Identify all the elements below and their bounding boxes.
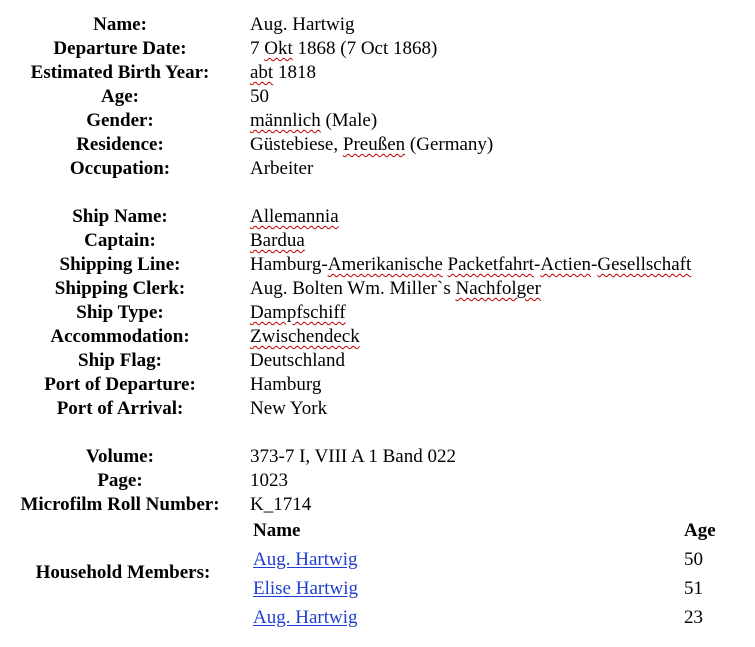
shipping-line-value-part: Actien — [540, 254, 592, 275]
port-departure-value-part: Hamburg — [250, 374, 322, 395]
household-member-row — [253, 574, 723, 603]
shipping-clerk-value-part: Nachfolger — [455, 278, 541, 299]
page-row — [0, 469, 755, 493]
residence-row — [0, 133, 755, 157]
record-fields — [0, 13, 755, 517]
residence-value-part: (Germany) — [405, 134, 494, 155]
ship-name-value-part: Allemannia — [250, 206, 339, 227]
occupation-value — [240, 157, 313, 181]
page-value — [240, 469, 288, 493]
shipping-line-value-part: - — [591, 254, 598, 275]
shipping-line-value-part: Packetfahrt — [447, 254, 535, 275]
accommodation-row — [0, 325, 755, 349]
port-departure-value — [240, 373, 321, 397]
ship-name-label: Ship Name: — [72, 206, 168, 227]
gender-row — [0, 109, 755, 133]
port-arrival-value — [240, 397, 327, 421]
shipping-line-value-part: Gesellschaft — [597, 254, 692, 275]
household-member-row — [253, 545, 723, 574]
shipping-line-value-part: - — [534, 254, 541, 275]
ship-flag-value — [240, 349, 345, 373]
microfilm-value — [240, 493, 311, 517]
gender-value-part: (Male) — [320, 110, 378, 131]
ship-flag-value-part: Deutschland — [250, 350, 345, 371]
shipping-clerk-value-part: Aug. Bolten Wm. Miller`s — [250, 278, 456, 299]
volume-value — [240, 445, 456, 469]
shipping-line-value-part: Hamburg- — [250, 254, 328, 275]
page-value-part: 1023 — [250, 470, 288, 491]
volume-label: Volume: — [86, 446, 154, 467]
microfilm-label: Microfilm Roll Number: — [20, 494, 220, 515]
birth-year-label: Estimated Birth Year: — [30, 62, 210, 83]
shipping-clerk-label: Shipping Clerk: — [54, 278, 186, 299]
shipping-clerk-row — [0, 277, 755, 301]
residence-value — [240, 133, 493, 157]
age-value — [240, 85, 269, 109]
port-arrival-value-part: New York — [250, 398, 328, 419]
household-age-header: Age — [684, 520, 716, 541]
section-gap — [0, 421, 755, 445]
accommodation-value-part: Zwischendeck — [250, 326, 360, 347]
household-member-age: 23 — [684, 607, 703, 628]
age-value-part: 50 — [250, 86, 269, 107]
gender-label: Gender: — [86, 110, 154, 131]
ship-type-value — [240, 301, 346, 325]
page-label: Page: — [97, 470, 143, 491]
age-label: Age: — [101, 86, 139, 107]
departure-date-value — [240, 37, 437, 61]
shipping-line-row — [0, 253, 755, 277]
departure-date-row — [0, 37, 755, 61]
port-departure-row — [0, 373, 755, 397]
gender-value-part: männlich — [250, 110, 321, 131]
port-arrival-label: Port of Arrival: — [56, 398, 184, 419]
ship-flag-row — [0, 349, 755, 373]
port-arrival-row — [0, 397, 755, 421]
shipping-clerk-value — [240, 277, 541, 301]
captain-row — [0, 229, 755, 253]
ship-flag-label: Ship Flag: — [78, 350, 162, 371]
household-member-age: 50 — [684, 549, 703, 570]
residence-value-part: Güstebiese, — [250, 134, 343, 155]
ship-type-label: Ship Type: — [76, 302, 164, 323]
household-member-link[interactable]: Aug. Hartwig — [253, 549, 358, 570]
birth-year-value — [240, 61, 316, 85]
port-departure-label: Port of Departure: — [44, 374, 196, 395]
microfilm-row — [0, 493, 755, 517]
residence-label: Residence: — [76, 134, 164, 155]
accommodation-label: Accommodation: — [50, 326, 190, 347]
captain-value-part: Bardua — [250, 230, 305, 251]
volume-row — [0, 445, 755, 469]
household-section — [0, 517, 755, 633]
name-value-part: Aug. Hartwig — [250, 14, 355, 35]
household-member-link[interactable]: Elise Hartwig — [253, 578, 359, 599]
household-members-label: Household Members: — [35, 562, 211, 583]
microfilm-value-part: K_1714 — [250, 494, 312, 515]
name-label: Name: — [93, 14, 147, 35]
captain-value — [240, 229, 305, 253]
departure-date-value-part: Okt — [264, 38, 293, 59]
household-members-table — [253, 517, 723, 632]
age-row — [0, 85, 755, 109]
birth-year-row — [0, 61, 755, 85]
section-gap — [0, 181, 755, 205]
departure-date-label: Departure Date: — [53, 38, 187, 59]
birth-year-value-part: abt — [250, 62, 274, 83]
volume-value-part: 373-7 I, VIII A 1 Band 022 — [250, 446, 456, 467]
shipping-line-label: Shipping Line: — [59, 254, 181, 275]
household-member-link[interactable]: Aug. Hartwig — [253, 607, 358, 628]
ship-type-row — [0, 301, 755, 325]
ship-name-value — [240, 205, 339, 229]
household-name-header: Name — [253, 520, 301, 541]
birth-year-value-part: 1818 — [273, 62, 316, 83]
shipping-line-value-part: Amerikanische — [327, 254, 443, 275]
name-row — [0, 13, 755, 37]
occupation-row — [0, 157, 755, 181]
household-header-row — [253, 517, 723, 545]
ship-type-value-part: Dampfschiff — [250, 302, 346, 323]
shipping-line-value — [240, 253, 691, 277]
accommodation-value — [240, 325, 360, 349]
household-member-row — [253, 603, 723, 632]
occupation-label: Occupation: — [69, 158, 171, 179]
household-member-age: 51 — [684, 578, 703, 599]
captain-label: Captain: — [84, 230, 156, 251]
departure-date-value-part: 1868 (7 Oct 1868) — [292, 38, 438, 59]
ship-name-row — [0, 205, 755, 229]
name-value — [240, 13, 354, 37]
residence-value-part: Preußen — [342, 134, 406, 155]
occupation-value-part: Arbeiter — [250, 158, 314, 179]
gender-value — [240, 109, 377, 133]
departure-date-value-part: 7 — [250, 38, 265, 59]
